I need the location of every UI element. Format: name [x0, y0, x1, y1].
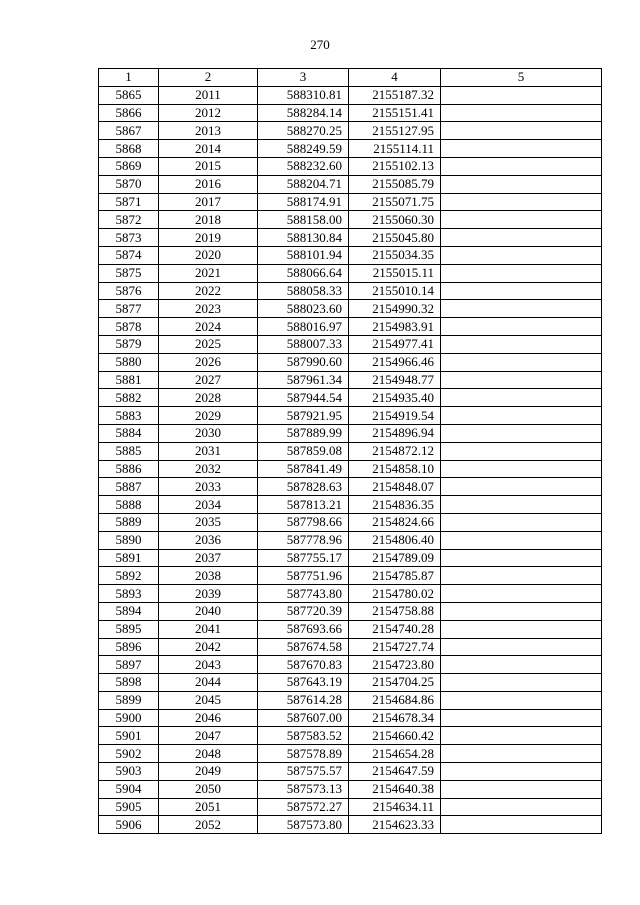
table-cell: 587961.34	[258, 371, 349, 389]
table-cell	[441, 816, 602, 834]
table-cell: 587944.54	[258, 389, 349, 407]
table-cell: 587575.57	[258, 763, 349, 781]
table-cell: 5890	[99, 531, 159, 549]
table-cell	[441, 86, 602, 104]
table-cell: 588204.71	[258, 175, 349, 193]
table-cell: 2030	[159, 424, 258, 442]
table-cell: 588016.97	[258, 318, 349, 336]
table-cell: 5869	[99, 157, 159, 175]
table-row	[99, 620, 602, 638]
table-cell: 587643.19	[258, 674, 349, 692]
table-cell: 2155187.32	[349, 86, 441, 104]
table-cell	[441, 638, 602, 656]
table-cell: 587573.80	[258, 816, 349, 834]
table-cell: 2154966.46	[349, 353, 441, 371]
table-cell: 2154785.87	[349, 567, 441, 585]
table-cell	[441, 157, 602, 175]
table-cell	[441, 318, 602, 336]
table-row	[99, 353, 602, 371]
table-cell: 2154948.77	[349, 371, 441, 389]
table-cell: 2155071.75	[349, 193, 441, 211]
table-cell: 2028	[159, 389, 258, 407]
table-cell: 588101.94	[258, 246, 349, 264]
table-cell: 5878	[99, 318, 159, 336]
table-cell: 2154977.41	[349, 335, 441, 353]
table-cell: 2024	[159, 318, 258, 336]
table-cell: 2029	[159, 407, 258, 425]
table-cell: 588270.25	[258, 122, 349, 140]
table-cell: 2037	[159, 549, 258, 567]
table-cell: 2155060.30	[349, 211, 441, 229]
table-cell: 2041	[159, 620, 258, 638]
table-cell: 2043	[159, 656, 258, 674]
table-cell: 5884	[99, 424, 159, 442]
table-cell: 587578.89	[258, 745, 349, 763]
table-cell: 2154983.91	[349, 318, 441, 336]
table-cell	[441, 300, 602, 318]
table-cell: 2020	[159, 246, 258, 264]
table-cell: 5883	[99, 407, 159, 425]
table-cell: 5906	[99, 816, 159, 834]
table-cell: 2154758.88	[349, 602, 441, 620]
table-row	[99, 531, 602, 549]
table-cell: 5875	[99, 264, 159, 282]
table-row	[99, 674, 602, 692]
table-row	[99, 496, 602, 514]
table-cell: 2154858.10	[349, 460, 441, 478]
table-cell	[441, 264, 602, 282]
table-cell	[441, 335, 602, 353]
table-cell: 587607.00	[258, 709, 349, 727]
table-cell: 588284.14	[258, 104, 349, 122]
table-cell: 2051	[159, 798, 258, 816]
table-row	[99, 442, 602, 460]
table-cell: 5876	[99, 282, 159, 300]
table-cell: 2155102.13	[349, 157, 441, 175]
table-cell: 2026	[159, 353, 258, 371]
table-cell: 2154824.66	[349, 513, 441, 531]
table-cell: 2038	[159, 567, 258, 585]
table-cell: 2154806.40	[349, 531, 441, 549]
table-cell	[441, 175, 602, 193]
table-row	[99, 318, 602, 336]
table-cell: 5889	[99, 513, 159, 531]
table-row	[99, 335, 602, 353]
table-cell: 2155015.11	[349, 264, 441, 282]
table-row	[99, 424, 602, 442]
table-cell: 2154780.02	[349, 585, 441, 603]
page-number: 270	[310, 37, 330, 52]
table-cell: 2155151.41	[349, 104, 441, 122]
table-cell: 587614.28	[258, 691, 349, 709]
table-row	[99, 656, 602, 674]
column-header: 4	[349, 69, 441, 87]
table-row	[99, 727, 602, 745]
table-cell: 2027	[159, 371, 258, 389]
table-cell: 587841.49	[258, 460, 349, 478]
table-body	[99, 86, 602, 833]
table-cell	[441, 371, 602, 389]
table-cell: 2154654.28	[349, 745, 441, 763]
table-cell: 2048	[159, 745, 258, 763]
table-cell: 2154623.33	[349, 816, 441, 834]
table-cell: 2154640.38	[349, 780, 441, 798]
table-cell: 5867	[99, 122, 159, 140]
table-cell	[441, 211, 602, 229]
table-cell: 2154872.12	[349, 442, 441, 460]
table-cell: 5893	[99, 585, 159, 603]
table-cell: 587572.27	[258, 798, 349, 816]
table-cell	[441, 727, 602, 745]
table-cell	[441, 585, 602, 603]
table-cell: 5873	[99, 229, 159, 247]
table-cell: 2154848.07	[349, 478, 441, 496]
table-cell: 2016	[159, 175, 258, 193]
table-row	[99, 567, 602, 585]
table-row	[99, 175, 602, 193]
column-header: 5	[441, 69, 602, 87]
table-cell: 5871	[99, 193, 159, 211]
table-cell: 2154647.59	[349, 763, 441, 781]
table-cell: 2052	[159, 816, 258, 834]
table-cell	[441, 424, 602, 442]
table-cell: 5877	[99, 300, 159, 318]
table-row	[99, 549, 602, 567]
table-cell: 2154678.34	[349, 709, 441, 727]
table-cell	[441, 442, 602, 460]
table-cell: 2155034.35	[349, 246, 441, 264]
table-row	[99, 86, 602, 104]
table-cell: 2154789.09	[349, 549, 441, 567]
table-cell: 2017	[159, 193, 258, 211]
table-cell: 2155127.95	[349, 122, 441, 140]
table-cell: 2011	[159, 86, 258, 104]
table-cell: 2033	[159, 478, 258, 496]
table-cell: 2045	[159, 691, 258, 709]
table-cell: 2023	[159, 300, 258, 318]
table-cell: 2018	[159, 211, 258, 229]
table-cell	[441, 140, 602, 158]
table-cell	[441, 567, 602, 585]
table-cell: 587583.52	[258, 727, 349, 745]
table-cell: 5895	[99, 620, 159, 638]
table-cell: 5894	[99, 602, 159, 620]
table-cell: 5887	[99, 478, 159, 496]
table-cell: 587990.60	[258, 353, 349, 371]
table-cell	[441, 246, 602, 264]
table-cell: 587743.80	[258, 585, 349, 603]
table-cell: 2035	[159, 513, 258, 531]
table-cell: 5897	[99, 656, 159, 674]
table-cell	[441, 798, 602, 816]
table-cell: 2154836.35	[349, 496, 441, 514]
table-row	[99, 389, 602, 407]
table-cell: 2155045.80	[349, 229, 441, 247]
table-cell: 5896	[99, 638, 159, 656]
table-cell: 2042	[159, 638, 258, 656]
table-cell: 5879	[99, 335, 159, 353]
table-row	[99, 140, 602, 158]
table-row	[99, 371, 602, 389]
table-cell: 587693.66	[258, 620, 349, 638]
table-cell	[441, 478, 602, 496]
table-row	[99, 122, 602, 140]
table-cell	[441, 282, 602, 300]
table-cell: 2154935.40	[349, 389, 441, 407]
table-cell	[441, 549, 602, 567]
table-cell	[441, 691, 602, 709]
table-cell: 5903	[99, 763, 159, 781]
table-cell: 588058.33	[258, 282, 349, 300]
table-cell: 2154990.32	[349, 300, 441, 318]
table-cell: 588174.91	[258, 193, 349, 211]
table-cell	[441, 353, 602, 371]
table-cell: 2019	[159, 229, 258, 247]
table-cell: 587674.58	[258, 638, 349, 656]
table-cell	[441, 229, 602, 247]
table-cell: 2025	[159, 335, 258, 353]
table-cell: 2031	[159, 442, 258, 460]
table-cell: 2154896.94	[349, 424, 441, 442]
table-cell	[441, 763, 602, 781]
table-cell: 5902	[99, 745, 159, 763]
table-cell: 588023.60	[258, 300, 349, 318]
table-cell: 5868	[99, 140, 159, 158]
table-cell: 2012	[159, 104, 258, 122]
table-cell	[441, 193, 602, 211]
table-cell: 2154740.28	[349, 620, 441, 638]
table-cell: 2049	[159, 763, 258, 781]
column-header: 1	[99, 69, 159, 87]
table-row	[99, 460, 602, 478]
table-cell: 2032	[159, 460, 258, 478]
table-cell: 2013	[159, 122, 258, 140]
table-cell	[441, 602, 602, 620]
table-row	[99, 691, 602, 709]
table-row	[99, 709, 602, 727]
table-cell: 588007.33	[258, 335, 349, 353]
table-cell: 2154704.25	[349, 674, 441, 692]
table-cell: 2040	[159, 602, 258, 620]
table-cell: 5888	[99, 496, 159, 514]
table-row	[99, 602, 602, 620]
table-cell: 5872	[99, 211, 159, 229]
table-cell: 2154684.86	[349, 691, 441, 709]
column-header: 2	[159, 69, 258, 87]
table-cell	[441, 460, 602, 478]
table-cell: 587798.66	[258, 513, 349, 531]
table-row	[99, 585, 602, 603]
table-row	[99, 763, 602, 781]
table-cell: 2154660.42	[349, 727, 441, 745]
coordinates-table	[98, 68, 602, 834]
table-row	[99, 193, 602, 211]
table-cell	[441, 620, 602, 638]
table-cell: 588310.81	[258, 86, 349, 104]
table-cell: 588130.84	[258, 229, 349, 247]
table-cell: 2034	[159, 496, 258, 514]
table-row	[99, 157, 602, 175]
table-cell: 5892	[99, 567, 159, 585]
table-cell: 2022	[159, 282, 258, 300]
table-cell: 2155010.14	[349, 282, 441, 300]
table-cell: 5885	[99, 442, 159, 460]
table-row	[99, 638, 602, 656]
table-cell: 2050	[159, 780, 258, 798]
table-cell	[441, 780, 602, 798]
table-cell	[441, 674, 602, 692]
table-cell: 587921.95	[258, 407, 349, 425]
table-cell: 2155114.11	[349, 140, 441, 158]
table-cell: 2047	[159, 727, 258, 745]
table-cell: 5866	[99, 104, 159, 122]
table-cell	[441, 656, 602, 674]
table-row	[99, 478, 602, 496]
table-cell: 587859.08	[258, 442, 349, 460]
table-cell	[441, 122, 602, 140]
table-cell: 588066.64	[258, 264, 349, 282]
table-cell: 588158.00	[258, 211, 349, 229]
table-cell: 587828.63	[258, 478, 349, 496]
table-row	[99, 798, 602, 816]
column-header: 3	[258, 69, 349, 87]
table-cell	[441, 389, 602, 407]
table-cell: 2154919.54	[349, 407, 441, 425]
table-row	[99, 407, 602, 425]
table-cell: 2154634.11	[349, 798, 441, 816]
table-row	[99, 300, 602, 318]
table-row	[99, 816, 602, 834]
table-cell: 2044	[159, 674, 258, 692]
table-cell: 587720.39	[258, 602, 349, 620]
table-cell: 2039	[159, 585, 258, 603]
table-cell: 5898	[99, 674, 159, 692]
table-cell	[441, 745, 602, 763]
table-cell: 2155085.79	[349, 175, 441, 193]
table-row	[99, 104, 602, 122]
table-cell: 588249.59	[258, 140, 349, 158]
table-cell: 2014	[159, 140, 258, 158]
table-cell: 5899	[99, 691, 159, 709]
table-cell: 587755.17	[258, 549, 349, 567]
table-row	[99, 264, 602, 282]
table-cell: 2021	[159, 264, 258, 282]
table-cell	[441, 407, 602, 425]
table-cell: 588232.60	[258, 157, 349, 175]
table-cell: 5904	[99, 780, 159, 798]
table-row	[99, 211, 602, 229]
table-cell: 587889.99	[258, 424, 349, 442]
table-row	[99, 513, 602, 531]
table-cell: 5870	[99, 175, 159, 193]
table-row	[99, 745, 602, 763]
table-cell	[441, 531, 602, 549]
table-cell: 2046	[159, 709, 258, 727]
table-row	[99, 246, 602, 264]
table-cell: 2154723.80	[349, 656, 441, 674]
table-cell: 5901	[99, 727, 159, 745]
table-cell: 2154727.74	[349, 638, 441, 656]
table-cell: 5880	[99, 353, 159, 371]
table-cell: 2036	[159, 531, 258, 549]
table-cell: 5886	[99, 460, 159, 478]
table-cell: 587573.13	[258, 780, 349, 798]
table-cell: 587751.96	[258, 567, 349, 585]
table-cell: 2015	[159, 157, 258, 175]
table-row	[99, 282, 602, 300]
table-cell	[441, 104, 602, 122]
table-header-row	[99, 69, 602, 87]
table-cell	[441, 709, 602, 727]
table-cell: 5900	[99, 709, 159, 727]
table-cell: 5882	[99, 389, 159, 407]
table-cell: 5881	[99, 371, 159, 389]
table-cell	[441, 496, 602, 514]
table-cell: 587813.21	[258, 496, 349, 514]
table-cell: 5891	[99, 549, 159, 567]
table-row	[99, 229, 602, 247]
table-cell: 587778.96	[258, 531, 349, 549]
table-cell: 5865	[99, 86, 159, 104]
table-cell: 5874	[99, 246, 159, 264]
table-row	[99, 780, 602, 798]
table-cell: 5905	[99, 798, 159, 816]
table-cell	[441, 513, 602, 531]
table-cell: 587670.83	[258, 656, 349, 674]
